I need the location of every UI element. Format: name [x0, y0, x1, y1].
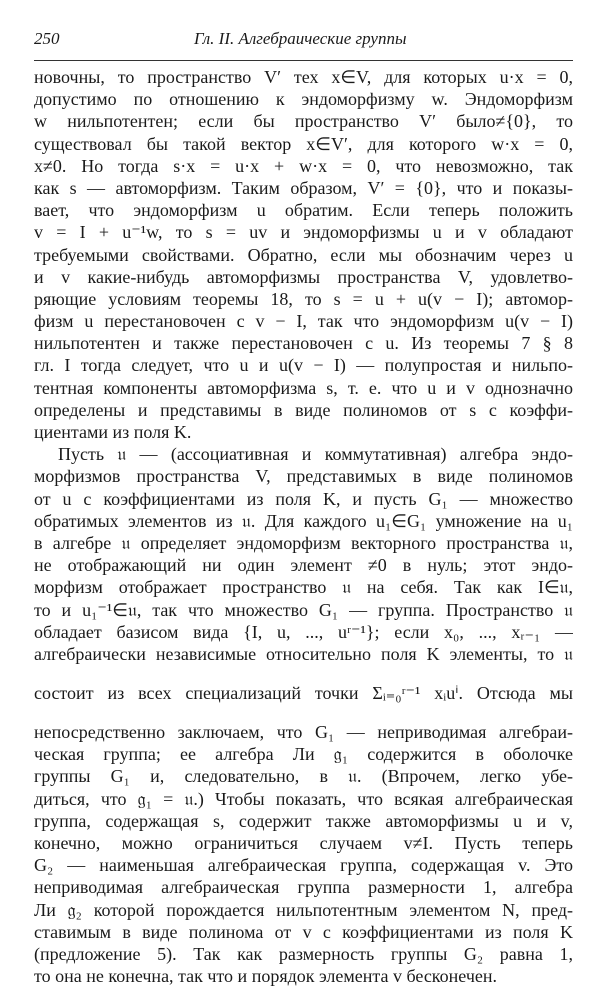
- text-line: Ли 𝔤₂ которой порождается нильпотентным элементом N, пред-: [34, 899, 573, 920]
- text-line: конечно, можно ограничиться случаем v≠I. Пусть теперь: [34, 833, 573, 853]
- text-line: G₂ — наименьшая алгебраическая группа, содержащая v. Это: [34, 855, 573, 876]
- text-line: v = I + u⁻¹w, то s = uv и эндоморфизмы u и v обладают: [34, 222, 573, 243]
- text-line: w нильпотентен; если бы пространство V′ было≠{0}, то: [34, 111, 573, 132]
- text-line: определены и представимы в виде полиномов от s с коэффи-: [34, 399, 573, 420]
- text-line: ряющие условиям теоремы 18, то s = u + u(v − I); автомор-: [34, 288, 573, 309]
- text-line: Пусть 𝔲 — (ассоциативная и коммутативная) алгебра эндо-: [58, 444, 573, 465]
- text-line: обладает базисом вида {I, u, ..., uʳ⁻¹}; если x₀, ..., xᵣ₋₁ —: [34, 621, 573, 642]
- text-line: в алгебре 𝔲 определяет эндоморфизм векторного пространства 𝔲,: [34, 532, 573, 553]
- body-text: [34, 66, 573, 987]
- text-line: то и u₁⁻¹∈𝔲, так что множество G₁ — группа. Пространство 𝔲: [34, 599, 573, 620]
- text-line: морфизмов пространства V, представимых в виде полиномов: [34, 466, 573, 487]
- text-line-formula: состоит из всех специализаций точки Σᵢ₌₀ʳ⁻¹ xᵢuⁱ. Отсюда мы: [34, 683, 573, 704]
- text-line: (предложение 5). Так как размерность группы G₂ равна 1,: [34, 943, 573, 964]
- text-line: вает, что эндоморфизм u обратим. Если теперь положить: [34, 200, 573, 221]
- text-line: группа, содержащая s, содержит также автоморфизмы u и v,: [34, 810, 573, 831]
- text-line: ставимым в виде полинома от v с коэффициентами из поля K: [34, 921, 573, 942]
- text-line: гл. I тогда следует, что u и u(v − I) — полупростая и нильпо-: [34, 355, 573, 376]
- text-line: непосредственно заключаем, что G₁ — неприводимая алгебраи-: [34, 722, 573, 743]
- text-line: диться, что 𝔤₁ = 𝔲.) Чтобы показать, что всякая алгебраическая: [34, 788, 573, 809]
- text-line: группы G₁ и, следовательно, в 𝔲. (Впрочем, легко убе-: [34, 766, 573, 787]
- running-head: Гл. II. Алгебраические группы: [194, 29, 407, 48]
- text-line: существовал бы такой вектор x∈V′, для которого w·x = 0,: [34, 133, 573, 154]
- text-line: x≠0. Но тогда s·x = u·x + w·x = 0, что невозможно, так: [34, 155, 573, 176]
- text-line: неприводимая алгебраическая группа размерности 1, алгебра: [34, 877, 573, 898]
- text-line: физм u перестановочен с v − I, так что эндоморфизм u(v − I): [34, 311, 573, 332]
- text-line: обратимых элементов из 𝔲. Для каждого u₁∈G₁ умножение на u₁: [34, 510, 573, 531]
- text-line: морфизм отображает пространство 𝔲 на себя. Так как I∈𝔲,: [34, 577, 573, 598]
- text-line: циентами из поля K.: [34, 422, 192, 442]
- text-line: новочны, то пространство V′ тех x∈V, для которых u·x = 0,: [34, 67, 573, 87]
- text-line: нильпотентен и также перестановочен с u. Из теоремы 7 § 8: [34, 333, 573, 354]
- text-line: ческая группа; ее алгебра Ли 𝔤₁ содержится в оболочке: [34, 744, 573, 765]
- text-line: алгебраически независимые относительно поля K элементы, то 𝔲: [34, 643, 573, 664]
- page-header: [34, 20, 573, 61]
- text-line: от u с коэффициентами из поля K, и пусть G₁ — множество: [34, 488, 573, 509]
- text-line: то она не конечна, так что и порядок элемента v бесконечен.: [34, 966, 497, 987]
- text-line: допустимо по отношению к эндоморфизму w. Эндоморфизм: [34, 89, 573, 110]
- text-line: как s — автоморфизм. Таким образом, V′ = {0}, что и показы-: [34, 177, 573, 198]
- text-line: тентная компоненты автоморфизма s, т. е. что u и v однозначно: [34, 377, 573, 398]
- page-number: 250: [34, 29, 60, 48]
- text-line: и v какие-нибудь автоморфизмы пространства V, удовлетво-: [34, 266, 573, 287]
- text-line: не отображающий ни один элемент ≠0 в нуль; этот эндо-: [34, 555, 573, 576]
- text-line: требуемыми свойствами. Обратно, если мы обозначим через u: [34, 244, 573, 265]
